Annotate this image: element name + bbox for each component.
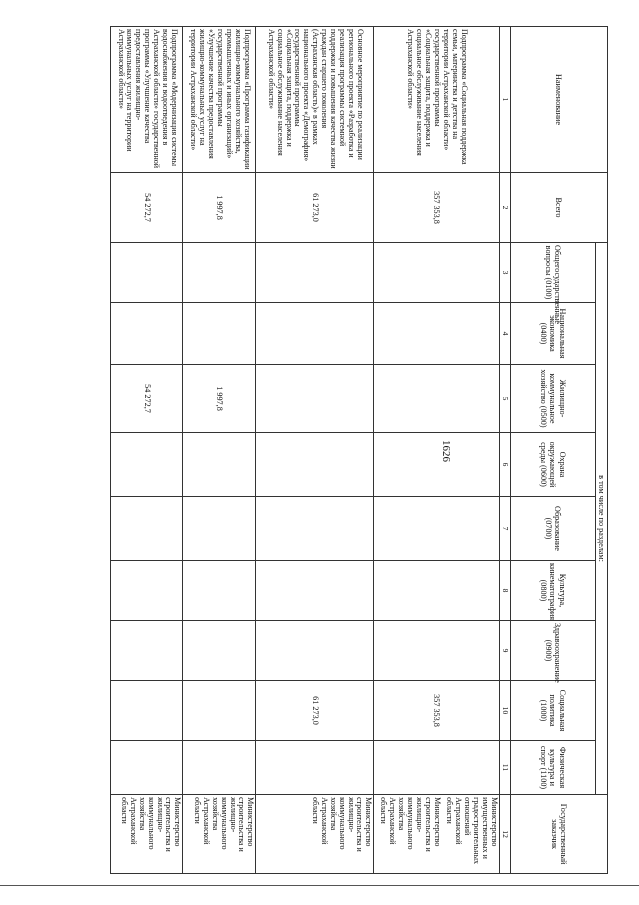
- budget-table: [110, 26, 608, 874]
- row-value: [111, 243, 183, 303]
- row-customer: [374, 795, 499, 874]
- header-customer: Государственный заказчик: [510, 795, 607, 874]
- row-value: [111, 433, 183, 497]
- column-number: 12: [499, 795, 510, 874]
- row-value: [374, 433, 499, 497]
- row-value: [111, 303, 183, 365]
- column-number: 3: [499, 243, 510, 303]
- row-customer: [111, 795, 183, 874]
- column-number: 11: [499, 741, 510, 795]
- row-value: 61 273,0: [256, 681, 374, 741]
- row-value: [374, 243, 499, 303]
- row-name: Подпрограмма «Социальная поддержка семьи, материнства и детства на территории Астраханской области» государственной программы «Социальная защита, поддержка и социальное обслуживание населения Астраханской области»: [374, 27, 499, 173]
- row-value: [374, 365, 499, 433]
- column-number: 5: [499, 365, 510, 433]
- header-section: Социальная политика (1000): [510, 681, 595, 741]
- column-number: 7: [499, 497, 510, 561]
- row-value: [183, 243, 256, 303]
- table-row: [374, 27, 499, 874]
- row-value: [111, 741, 183, 795]
- row-value: [374, 561, 499, 621]
- row-total: 61 273,0: [256, 173, 374, 243]
- row-customer: [256, 795, 374, 874]
- row-name: Подпрограмма «Модернизация системы водоснабжения и водоотведения в Астраханской области» государственной программы «Улучшение качества предоставления жилищно-коммунальных услуг на территории Астраханской области»: [111, 27, 183, 173]
- table-row: [256, 27, 374, 874]
- customer-name: Министерство строительства и жилищно-коммунального хозяйства Астраханской области: [119, 797, 183, 852]
- header-section: Культура, кинематография (0800): [510, 561, 595, 621]
- row-value: [183, 741, 256, 795]
- header-section: Охрана окружающей среды (0600): [510, 433, 595, 497]
- column-number: 1: [499, 27, 510, 173]
- header-section: Общегосударственные вопросы (0100): [510, 243, 595, 303]
- column-number: 9: [499, 621, 510, 681]
- row-total: 54 272,7: [111, 173, 183, 243]
- header-section: Образование (0700): [510, 497, 595, 561]
- row-value: [374, 497, 499, 561]
- row-name: Подпрограмма «Программа газификации жилищно-коммунального хозяйства, промышленных и иных организаций» государственной программы «Улучшение качества предоставления жилищно-коммунальных услуг на территории Астраханской области»: [183, 27, 256, 173]
- row-value: [183, 433, 256, 497]
- rotated-table-container: [116, 26, 608, 873]
- header-section: Жилищно-коммунальное хозяйство (0500): [510, 365, 595, 433]
- row-value: [256, 621, 374, 681]
- row-value: 54 272,7: [111, 365, 183, 433]
- header-section: Физическая культура и спорт (1100): [510, 741, 595, 795]
- column-number: 10: [499, 681, 510, 741]
- row-value: [183, 303, 256, 365]
- customer-name: Министерство имущественных и градостроительных отношений Астраханской области: [445, 797, 499, 864]
- row-value: [256, 303, 374, 365]
- row-value: [256, 243, 374, 303]
- row-value: [111, 497, 183, 561]
- row-value: [374, 741, 499, 795]
- header-section: Национальная экономика (0400): [510, 303, 595, 365]
- row-value: [183, 681, 256, 741]
- header-name: Наименование: [510, 27, 607, 173]
- row-customer: [183, 795, 256, 874]
- row-value: [256, 433, 374, 497]
- row-value: [111, 621, 183, 681]
- header-total: Всего: [510, 173, 607, 243]
- row-value: [183, 621, 256, 681]
- row-value: 1 997,8: [183, 365, 256, 433]
- column-number: 2: [499, 173, 510, 243]
- row-name: Основное мероприятие по реализации регионального проекта «Разработка и реализация программы системной поддержки и повышения качества жизни граждан старшего поколения (Астраханская область)» в рамках национального проекта «Демография» государственной программы «Социальная защита, поддержка и социальное обслуживание населения Астраханской области»: [256, 27, 374, 173]
- row-value: [256, 365, 374, 433]
- customer-name: Министерство строительства и жилищно-коммунального хозяйства Астраханской области: [192, 797, 256, 852]
- customer-name: Министерство строительства и жилищно-коммунального хозяйства Астраханской области: [379, 797, 443, 852]
- row-value: [183, 561, 256, 621]
- row-value: [111, 561, 183, 621]
- row-value: [374, 303, 499, 365]
- column-number: 4: [499, 303, 510, 365]
- row-value: [111, 681, 183, 741]
- column-number: 8: [499, 561, 510, 621]
- header-group: в том числе по разделам:: [595, 243, 607, 795]
- customer-name: Министерство строительства и жилищно-коммунального хозяйства Астраханской области: [310, 797, 374, 852]
- page-bottom-rule: [0, 885, 639, 886]
- table-row: [183, 27, 256, 874]
- row-total: 1 997,8: [183, 173, 256, 243]
- row-value: [256, 561, 374, 621]
- row-value: [183, 497, 256, 561]
- row-value: [256, 497, 374, 561]
- row-value: [374, 621, 499, 681]
- table-row: [111, 27, 183, 874]
- row-total: 357 353,8: [374, 173, 499, 243]
- row-value: 357 353,8: [374, 681, 499, 741]
- row-value: [256, 741, 374, 795]
- page-number: 1626: [440, 440, 452, 462]
- header-section: Здравоохранение (0900): [510, 621, 595, 681]
- column-number: 6: [499, 433, 510, 497]
